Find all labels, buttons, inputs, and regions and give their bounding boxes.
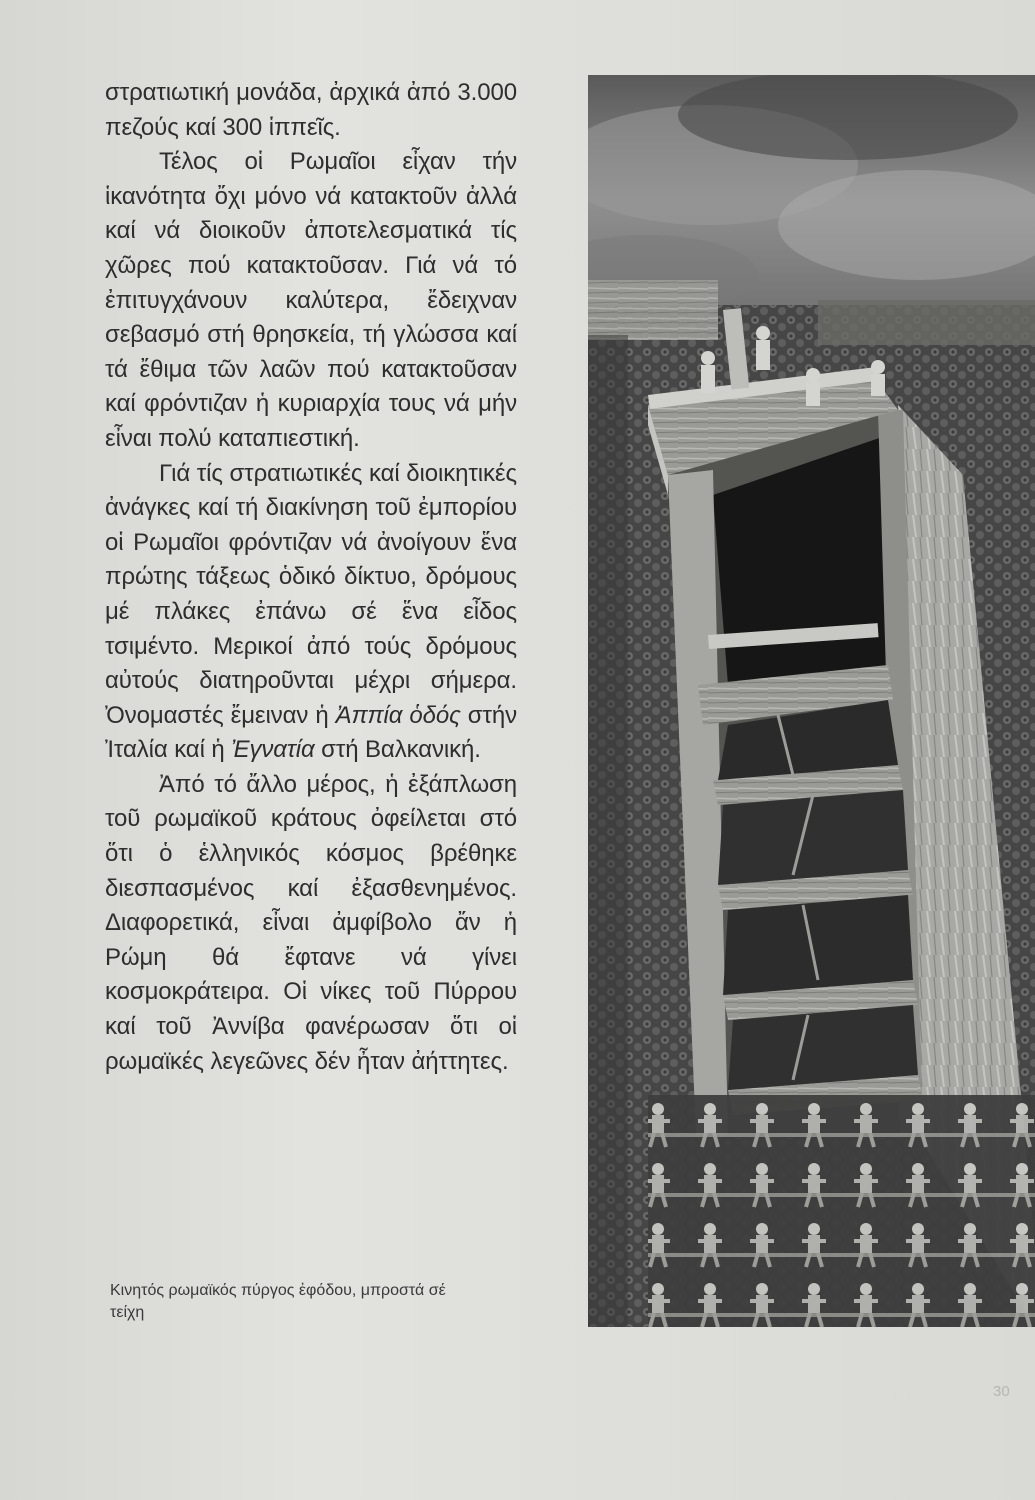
- egnatia-term: Ἐγνατία: [231, 736, 315, 764]
- paragraph-4: [105, 768, 517, 1079]
- paragraph-1: [105, 76, 517, 145]
- paragraph-2: [105, 145, 517, 456]
- paragraph-3-text-b: στήν Ἰταλία καί ἡ: [105, 701, 517, 764]
- page-number: 30: [993, 1383, 1010, 1400]
- paragraph-4-text: Ἀπό τό ἄλλο μέρος, ἡ ἐξάπλωση τοῦ ρωμαϊκοῦ κράτους ὀφείλεται στό ὅτι ὁ ἑλληνικός κόσμος βρέθηκε διεσπασμένος καί ἐξασθενημένος. Διαφορετικά, εἶναι ἀμφίβολο ἄν ἡ Ρώμη θά ἔφτανε νά γίνει κοσμοκράτειρα. Οἱ νίκες τοῦ Πύρρου καί τοῦ Ἀννίβα φανέρωσαν ὅτι οἱ ρωμαϊκές λεγεῶνες δέν ἦταν ἀήττητες.: [105, 770, 517, 1075]
- body-text-column: [105, 76, 517, 1079]
- appian-way-term: Ἀππία ὁδός: [335, 701, 461, 729]
- paragraph-1-text: στρατιωτική μονάδα, ἀρχικά ἀπό 3.000 πεζούς καί 300 ἱππεῖς.: [105, 79, 517, 141]
- siege-tower-photo: [588, 75, 1035, 1327]
- paragraph-3: [105, 457, 517, 768]
- paragraph-3-text-c: στή Βαλκανική.: [314, 736, 481, 764]
- paragraph-2-text: Τέλος οἱ Ρωμαῖοι εἶχαν τήν ἱκανότητα ὄχι μόνο νά κατακτοῦν ἀλλά καί νά διοικοῦν ἀποτελεσματικά τίς χῶρες πού κατακτοῦσαν. Γιά νά τό ἐπιτυγχάνουν καλύτερα, ἔδειχναν σεβασμό στή θρησκεία, τή γλώσσα καί τά ἔθιμα τῶν λαῶν πού κατακτοῦσαν καί φρόντιζαν ἡ κυριαρχία τους νά μήν εἶναι πολύ καταπιεστική.: [105, 148, 517, 452]
- photo-caption: Κινητός ρωμαϊκός πύργος ἐφόδου, μπροστά σέ τείχη: [110, 1282, 446, 1321]
- paragraph-3-text-a: Γιά τίς στρατιωτικές καί διοικητικές ἀνάγκες καί τή διακίνηση τοῦ ἐμπορίου οἱ Ρωμαῖοι φρόντιζαν νά ἀνοίγουν ἕνα πρώτης τάξεως ὁδικό δίκτυο, δρόμους μέ πλάκες ἐπάνω σέ ἕνα εἶδος τσιμέντο. Μερικοί ἀπό τούς δρόμους αὐτούς διατηροῦνται μέχρι σήμερα. Ὀνομαστές ἔμειναν ἡ: [105, 459, 517, 729]
